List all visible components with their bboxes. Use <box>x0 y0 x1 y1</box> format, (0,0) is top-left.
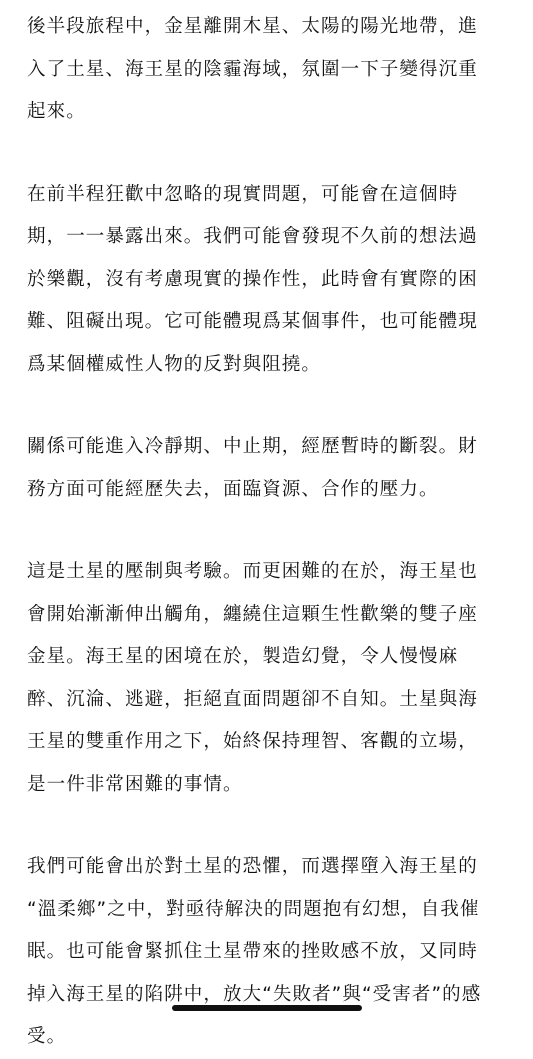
text-line: 難、阻礙出現。它可能體現爲某個事件，也可能體現 <box>27 311 478 332</box>
text-line: 醉、沉淪、逃避，拒絕直面問題卻不自知。土星與海 <box>27 688 478 710</box>
text-line: 是一件非常困難的事情。 <box>27 773 243 795</box>
text-line: 會開始漸漸伸出觸角，纏繞住這顆生性歡樂的雙子座 <box>27 603 478 625</box>
paragraph-5 <box>27 846 509 1059</box>
text-line: 我們可能會出於對土星的恐懼，而選擇墮入海王星的 <box>27 856 478 877</box>
text-line: 王星的雙重作用之下，始終保持理智、客觀的立場， <box>27 731 478 752</box>
text-line: 掉入海王星的陷阱中，放大“失敗者”與“受害者”的感 <box>27 983 482 1005</box>
home-indicator[interactable] <box>172 1005 362 1011</box>
text-line: 爲某個權威性人物的反對與阻撓。 <box>27 353 322 375</box>
text-line: “溫柔鄉”之中，對亟待解決的問題抱有幻想，自我催 <box>27 898 480 920</box>
text-line: 後半段旅程中，金星離開木星、太陽的陽光地帶，進 <box>27 16 478 37</box>
text-line: 務方面可能經歷失去，面臨資源、合作的壓力。 <box>27 478 439 500</box>
text-line: 起來。 <box>27 101 86 122</box>
paragraph-3 <box>27 426 509 511</box>
article-body <box>27 6 509 1059</box>
text-line: 入了土星、海王星的陰霾海域，氛圍一下子變得沉重 <box>27 58 478 80</box>
paragraph-2 <box>27 174 509 387</box>
text-line: 關係可能進入冷靜期、中止期，經歷暫時的斷裂。財 <box>27 436 478 457</box>
text-line: 期，一一暴露出來。我們可能會發現不久前的想法過 <box>27 226 478 247</box>
text-line: 於樂觀，沒有考慮現實的操作性，此時會有實際的困 <box>27 268 478 290</box>
text-line: 這是土星的壓制與考驗。而更困難的在於，海王星也 <box>27 561 478 582</box>
text-line: 在前半程狂歡中忽略的現實問題，可能會在這個時 <box>27 183 459 205</box>
paragraph-4 <box>27 551 509 806</box>
text-line: 金星。海王星的困境在於，製造幻覺，令人慢慢麻 <box>27 646 459 667</box>
text-line: 眠。也可能會緊抓住土星帶來的挫敗感不放，又同時 <box>27 941 478 962</box>
paragraph-1 <box>27 6 509 134</box>
text-line: 受。 <box>27 1026 67 1047</box>
